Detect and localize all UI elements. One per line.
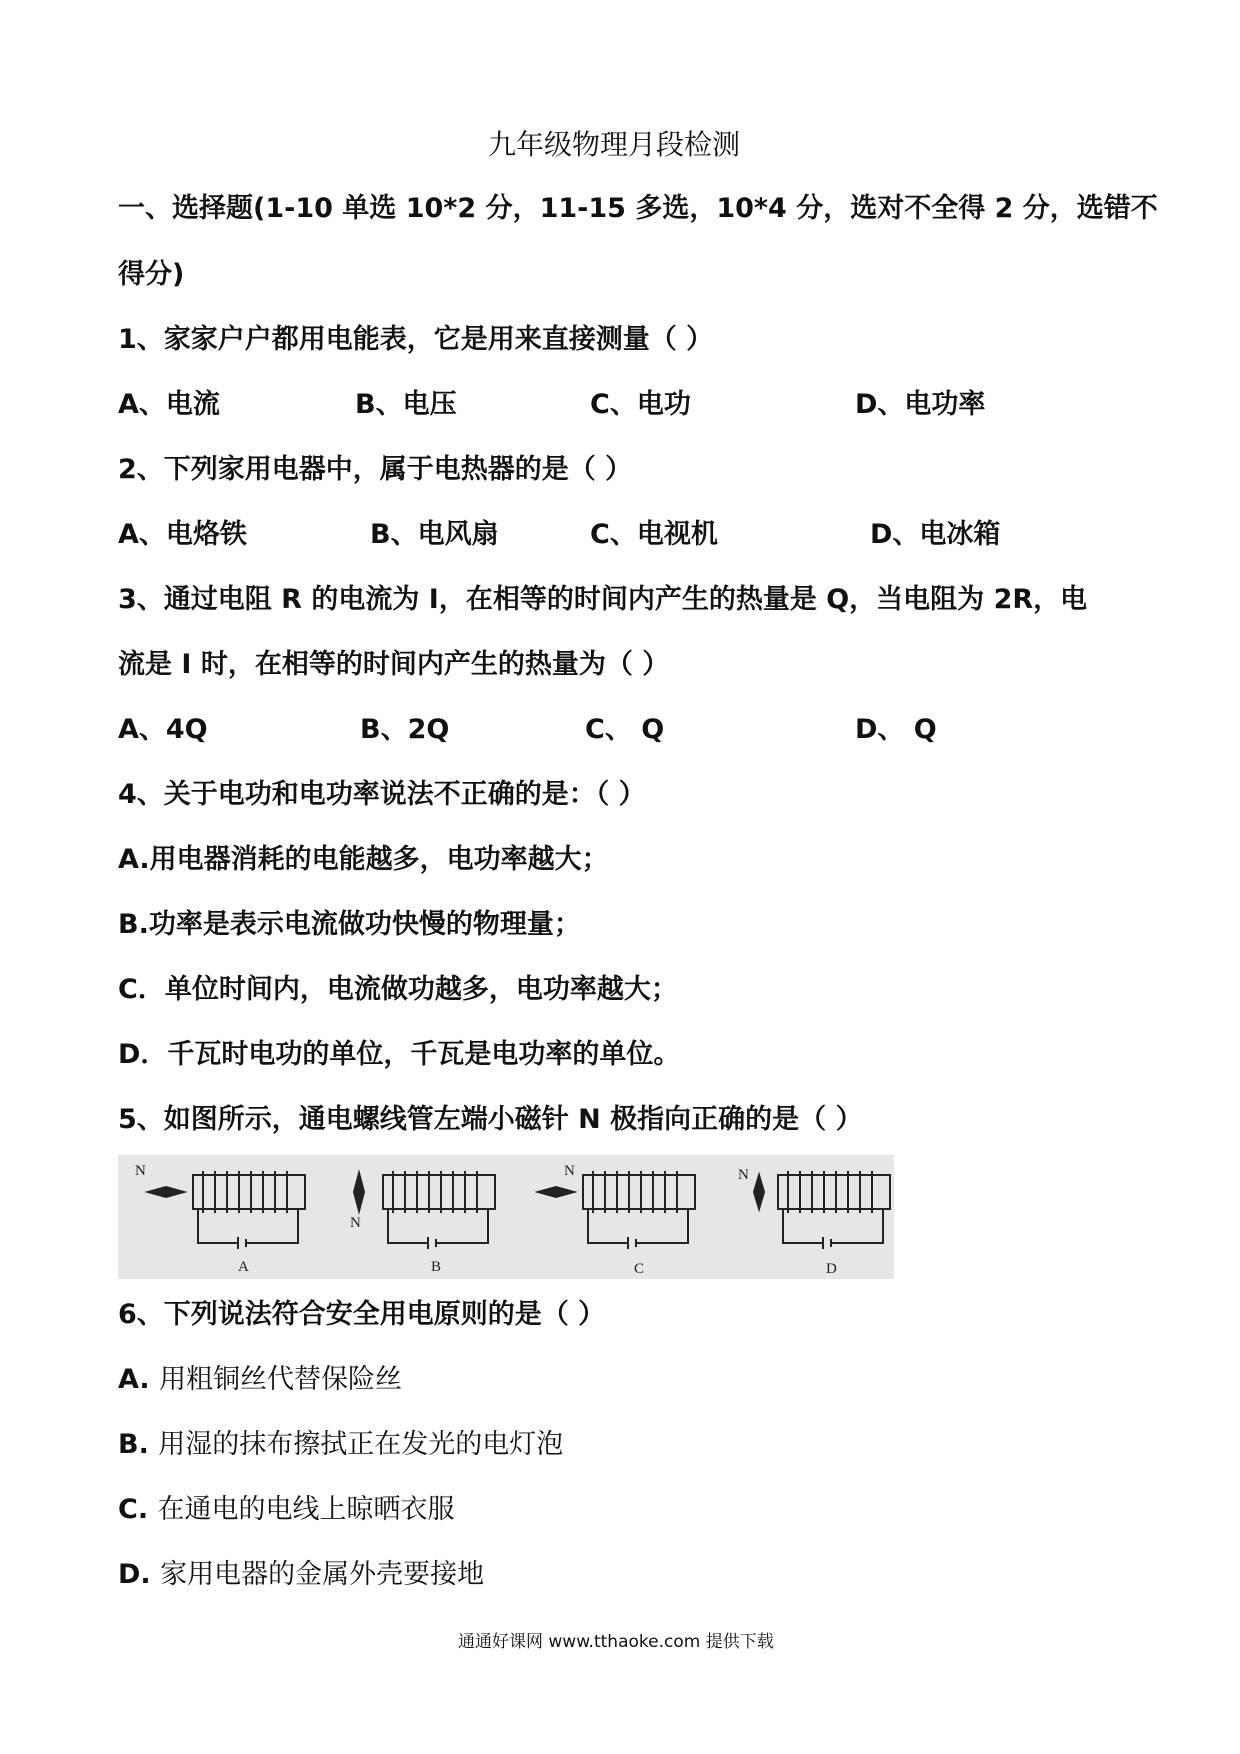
q6-option-c-letter: C. [118, 1494, 149, 1525]
q1-stem: 1、家家户户都用电能表，它是用来直接测量（ ） [118, 324, 714, 355]
panel-b-compass-needle [354, 1173, 364, 1211]
panel-d-label: D [826, 1261, 837, 1277]
q6-option-a [118, 1363, 402, 1397]
panel-a-compass-needle [148, 1187, 184, 1197]
panel-a-solenoid [193, 1171, 305, 1249]
panel-c-solenoid [583, 1171, 695, 1249]
q3-option-c: C、 Q [585, 714, 665, 745]
q4-option-a: A.用电器消耗的电能越多，电功率越大； [118, 844, 609, 875]
q1-option-c: C、电功 [590, 389, 691, 420]
q6-option-c [118, 1493, 454, 1527]
q2-stem: 2、下列家用电器中，属于电热器的是（ ） [118, 454, 633, 485]
q1-option-b: B、电压 [355, 389, 457, 420]
q6-stem: 6、下列说法符合安全用电原则的是（ ） [118, 1299, 606, 1330]
q6-option-b-text: 用湿的抹布擦拭正在发光的电灯泡 [158, 1429, 564, 1460]
panel-a-label: A [238, 1259, 249, 1275]
q6-option-c-text: 在通电的电线上晾晒衣服 [157, 1494, 455, 1525]
q2-option-b: B、电风扇 [370, 519, 499, 550]
q2-option-d: D、电冰箱 [870, 519, 1001, 550]
q6-option-d-text: 家用电器的金属外壳要接地 [160, 1559, 485, 1590]
q5-solenoid-figure [118, 1155, 894, 1279]
q6-option-b-letter: B. [118, 1429, 149, 1460]
panel-b-pole-label: N [350, 1215, 361, 1231]
panel-c-compass-needle [538, 1187, 574, 1197]
panel-a-pole-label: N [135, 1163, 146, 1179]
q6-option-a-letter: A. [118, 1364, 150, 1395]
panel-b-label: B [431, 1259, 442, 1275]
q1-option-d: D、电功率 [855, 389, 986, 420]
q4-option-d: D．千瓦时电功的单位，千瓦是电功率的单位。 [118, 1039, 681, 1070]
section-heading: 一、选择题(1-10 单选 10*2 分，11-15 多选，10*4 分，选对不全得 2 分，选错不 [118, 193, 1158, 224]
q2-option-c: C、电视机 [590, 519, 718, 550]
panel-c-label: C [634, 1261, 645, 1277]
section-heading-cont: 得分) [118, 259, 185, 290]
panel-d-compass-needle [754, 1175, 764, 1209]
q4-option-c: C．单位时间内，电流做功越多，电功率越大； [118, 974, 678, 1005]
q4-stem: 4、关于电功和电功率说法不正确的是：（ ） [118, 779, 646, 810]
page-footer: 通通好课网 www.tthaoke.com 提供下载 [458, 1632, 774, 1652]
q4-option-b: B.功率是表示电流做功快慢的物理量； [118, 909, 581, 940]
q3-stem-line1: 3、通过电阻 R 的电流为 I，在相等的时间内产生的热量是 Q，当电阻为 2R，电 [118, 584, 1088, 615]
q3-option-a: A、4Q [118, 714, 208, 745]
panel-d-solenoid [778, 1171, 890, 1249]
page-title: 九年级物理月段检测 [488, 128, 741, 161]
q6-option-b [118, 1428, 563, 1462]
panel-d-pole-label: N [738, 1167, 749, 1183]
q6-option-d [118, 1558, 484, 1592]
q1-option-a: A、电流 [118, 389, 220, 420]
q3-stem-line2: 流是 I 时，在相等的时间内产生的热量为（ ） [118, 649, 670, 680]
q6-option-a-text: 用粗铜丝代替保险丝 [159, 1364, 403, 1395]
q6-option-d-letter: D. [118, 1559, 151, 1590]
panel-b-solenoid [383, 1171, 495, 1249]
panel-c-pole-label: N [564, 1163, 575, 1179]
q5-stem: 5、如图所示，通电螺线管左端小磁针 N 极指向正确的是（ ） [118, 1104, 863, 1135]
q3-option-d: D、 Q [855, 714, 937, 745]
q2-option-a: A、电烙铁 [118, 519, 247, 550]
q3-option-b: B、2Q [360, 714, 450, 745]
